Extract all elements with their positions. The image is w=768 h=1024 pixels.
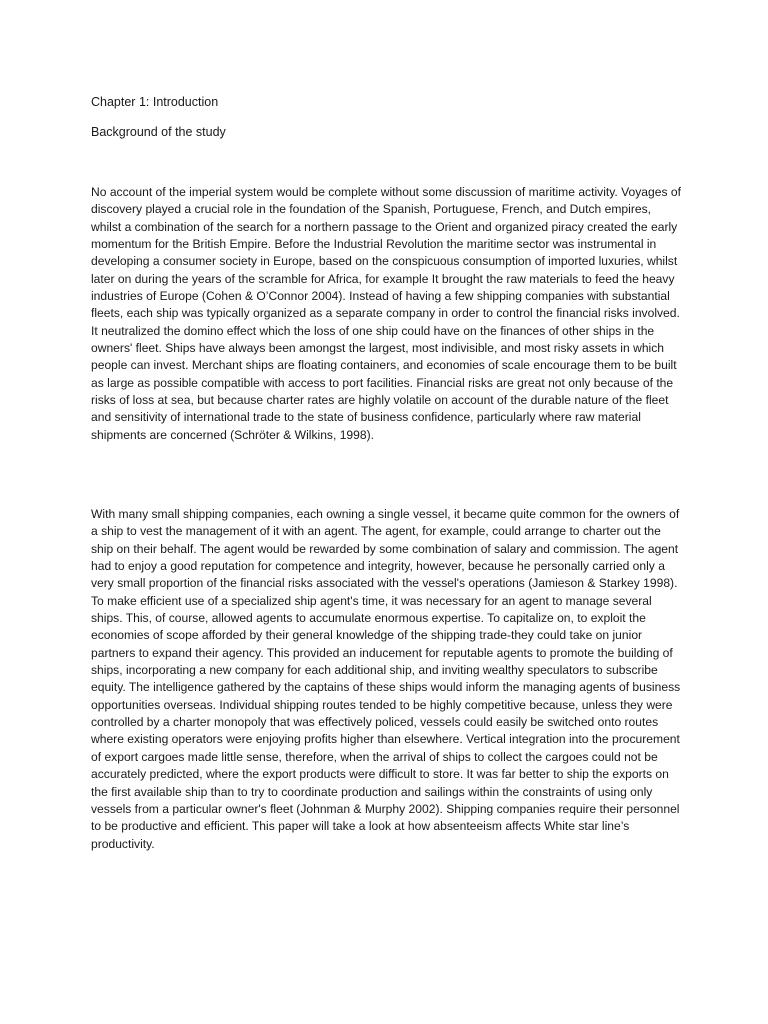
chapter-title: Chapter 1: Introduction [91, 95, 219, 109]
body-paragraph-2: With many small shipping companies, each owning a single vessel, it became quite common for the owners of a ship to vest the management of it with an agent. The agent, for example, could arrange to charter out the ship on their behalf. The agent would be rewarded by some combination of salary and commission. The agent had to enjoy a good reputation for competence and integrity, however, because he personally carried only a very small proportion of the financial risks associated with the vessel's operations (Jamieson & Starkey 1998). To make efficient use of a specialized ship agent's time, it was necessary for an agent to manage several ships. This, of course, allowed agents to accumulate enormous expertise. To capitalize on, to exploit the economies of scope afforded by their general knowledge of the shipping trade-they could take on junior partners to expand their agency. This provided an inducement for reputable agents to promote the building of ships, incorporating a new company for each additional ship, and inviting wealthy speculators to subscribe equity. The intelligence gathered by the captains of these ships would inform the managing agents of business opportunities overseas. Individual shipping routes tended to be highly competitive because, unless they were controlled by a charter monopoly that was effectively policed, vessels could easily be switched onto routes where existing operators were enjoying profits higher than elsewhere. Vertical integration into the procurement of export cargoes made little sense, therefore, when the arrival of ships to collect the cargoes could not be accurately predicted, where the export products were difficult to store. It was far better to ship the exports on the first available ship than to try to coordinate production and sailings within the constraints of using only vessels from a particular owner's fleet (Johnman & Murphy 2002). Shipping companies require their personnel to be productive and efficient. This paper will take a look at how absenteeism affects White star line’s productivity. [91, 507, 681, 851]
section-title: Background of the study [91, 125, 226, 139]
body-paragraph-1: No account of the imperial system would be complete without some discussion of maritime activity. Voyages of discovery played a crucial role in the foundation of the Spanish, Portuguese, French, and Dutch empires, whilst a combination of the search for a northern passage to the Orient and organized piracy created the early momentum for the British Empire. Before the Industrial Revolution the maritime sector was instrumental in developing a consumer society in Europe, based on the conspicuous consumption of imported luxuries, whilst later on during the years of the scramble for Africa, for example It brought the raw materials to feed the heavy industries of Europe (Cohen & O’Connor 2004). Instead of having a few shipping companies with substantial fleets, each ship was typically organized as a separate company in order to control the financial risks involved. It neutralized the domino effect which the loss of one ship could have on the finances of other ships in the owners' fleet. Ships have always been amongst the largest, most indivisible, and most risky assets in which people can invest. Merchant ships are floating containers, and economies of scale encourage them to be built as large as possible compatible with access to port facilities. Financial risks are great not only because of the risks of loss at sea, but because charter rates are highly volatile on account of the durable nature of the fleet and sensitivity of international trade to the state of business confidence, particularly where raw material shipments are concerned (Schröter & Wilkins, 1998). [91, 185, 681, 442]
